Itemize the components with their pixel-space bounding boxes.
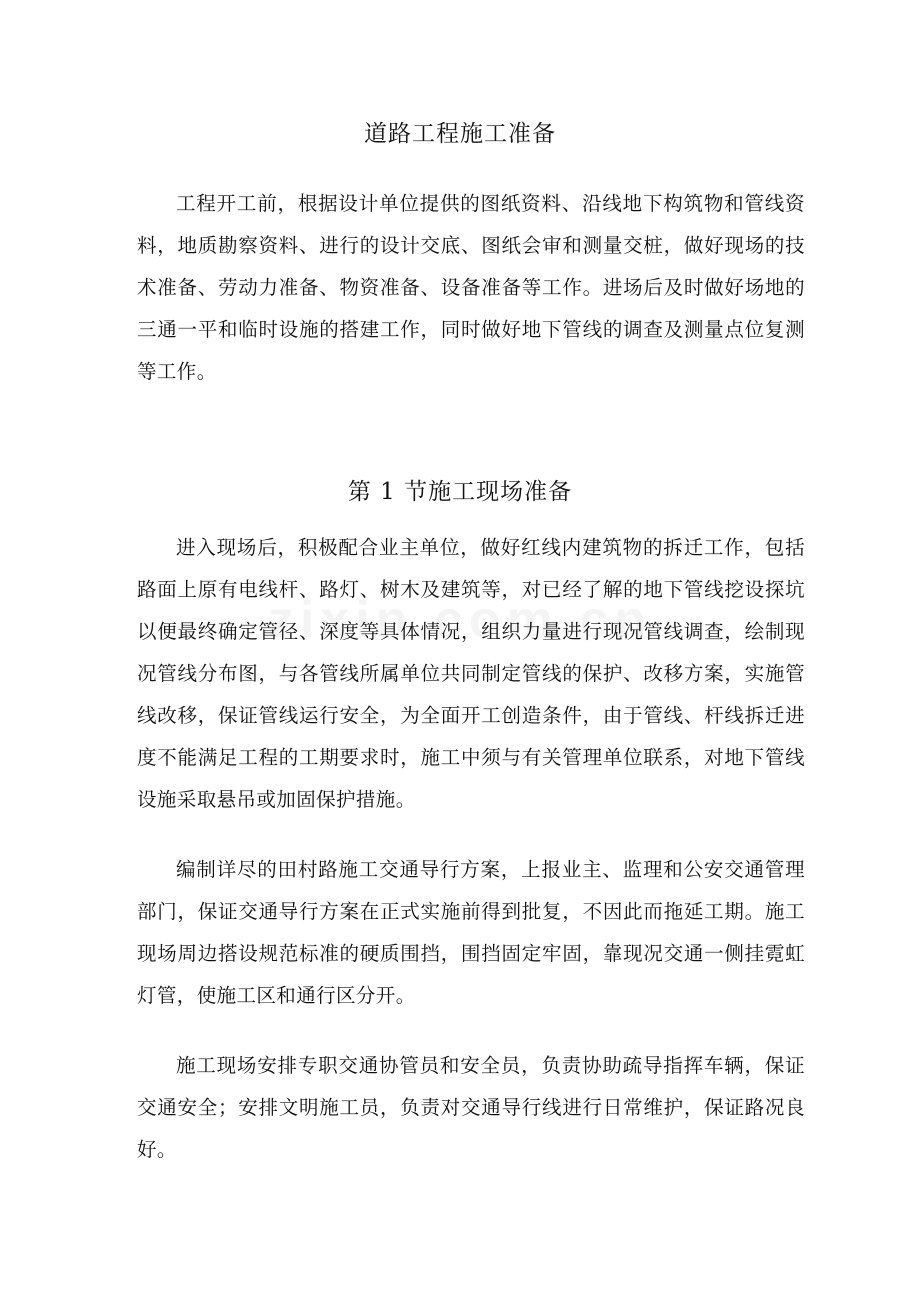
section-paragraph-2: 编制详尽的田村路施工交通导行方案，上报业主、监理和公安交通管理部门，保证交通导行方案在正式实施前得到批复，不因此而拖延工期。施工现场周边搭设规范标准的硬质围挡，围挡固定牢固，靠现况交通一侧挂霓虹灯管，使施工区和通行区分开。 (137, 858, 805, 1007)
section-paragraph-3: 施工现场安排专职交通协管员和安全员，负责协助疏导指挥车辆，保证交通安全；安排文明施工员，负责对交通导行线进行日常维护，保证路况良好。 (137, 1054, 805, 1161)
section-paragraph-1: 进入现场后，积极配合业主单位，做好红线内建筑物的拆迁工作，包括路面上原有电线杆、路灯、树木及建筑等，对已经了解的地下管线挖设探坑以便最终确定管径、深度等具体情况，组织力量进行现况管线调查，绘制现况管线分布图，与各管线所属单位共同制定管线的保护、改移方案，实施管线改移，保证管线运行安全，为全面开工创造条件，由于管线、杆线拆迁进度不能满足工程的工期要求时，施工中须与有关管理单位联系，对地下管线设施采取悬吊或加固保护措施。 (137, 536, 805, 811)
section-title: 第 1 节施工现场准备 (347, 479, 573, 505)
document-title: 道路工程施工准备 (364, 121, 556, 147)
intro-paragraph: 工程开工前，根据设计单位提供的图纸资料、沿线地下构筑物和管线资料，地质勘察资料、进行的设计交底、图纸会审和测量交桩，做好现场的技术准备、劳动力准备、物资准备、设备准备等工作。进场后及时做好场地的三通一平和临时设施的搭建工作，同时做好地下管线的调查及测量点位复测等工作。 (137, 192, 805, 383)
